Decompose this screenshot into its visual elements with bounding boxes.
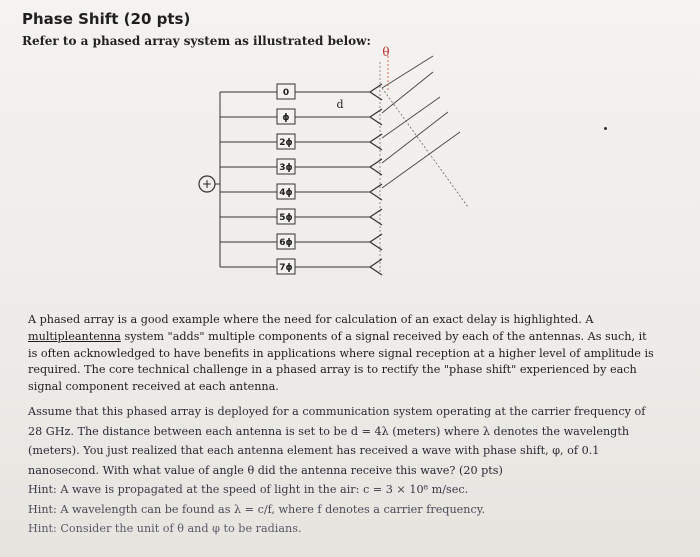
question-text: Assume that this phased array is deployed for a communication system operating at the carrier frequency of 28 GHz. The distance between each antenna is set to be d = 4λ (meters) where λ denotes the wavelength (meters). You just realized that each antenna element has received a wave with phase shift, φ, of 0.1 nanosecond. With what value of angle θ did the antenna receive this wave? (20 pts) bbox=[28, 405, 646, 477]
stray-mark bbox=[604, 127, 607, 130]
problem-subtitle: Refer to a phased array system as illustrated below: bbox=[22, 34, 371, 48]
incoming-rays bbox=[382, 56, 460, 188]
delay-label-5: 5ϕ bbox=[279, 213, 293, 223]
wavefront-line bbox=[382, 88, 468, 207]
paragraph-question bbox=[28, 402, 658, 539]
theta-label: θ bbox=[382, 45, 390, 59]
intro-part-1: A phased array is a good example where the need for calculation of an exact delay is highlighted. A bbox=[28, 313, 594, 326]
delay-label-7: 7ϕ bbox=[279, 263, 293, 273]
problem-title: Phase Shift (20 pts) bbox=[22, 10, 191, 28]
hint-units: Hint: Consider the unit of θ and φ to be radians. bbox=[28, 522, 302, 535]
paragraph-intro bbox=[28, 312, 658, 396]
delay-label-0: 0 bbox=[282, 88, 290, 98]
hint-wavelength: Hint: A wavelength can be found as λ = c/f, where f denotes a carrier frequency. bbox=[28, 502, 486, 516]
hint-speed-of-light: Hint: A wave is propagated at the speed of light in the air: c = 3 × 10⁸ m/sec. bbox=[28, 483, 469, 496]
intro-part-2: system "adds" multiple components of a signal received by each of the antennas. As such, it is often acknowledged to have benefits in applications where signal reception at a higher level of amplitude is required. The core technical challenge in a phased array is to rectify the "phase shift" experienced by each signal component received at each antenna. bbox=[28, 329, 654, 394]
delay-label-2: 2ϕ bbox=[279, 138, 293, 148]
intro-underlined: multipleantenna bbox=[28, 329, 121, 343]
phased-array-diagram bbox=[190, 42, 490, 282]
spacing-label: d bbox=[336, 98, 344, 111]
delay-label-4: 4ϕ bbox=[279, 188, 293, 198]
delay-label-3: 3ϕ bbox=[279, 163, 293, 173]
delay-label-1: ϕ bbox=[282, 113, 290, 123]
delay-label-6: 6ϕ bbox=[279, 238, 293, 248]
summing-symbol: + bbox=[201, 177, 213, 191]
